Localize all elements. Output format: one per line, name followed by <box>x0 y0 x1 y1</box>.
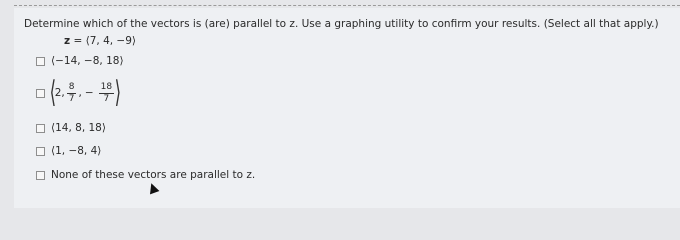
checkbox-option-1[interactable] <box>36 57 45 66</box>
option-2-prefix: 2, <box>54 87 65 99</box>
option-5[interactable] <box>36 169 255 181</box>
equals-sign: = <box>73 35 83 47</box>
checkbox-option-2[interactable] <box>36 89 45 98</box>
option-1-label: ⟨−14, −8, 18⟩ <box>51 55 124 67</box>
option-1[interactable] <box>36 55 124 67</box>
option-3[interactable] <box>36 122 106 134</box>
option-4-label: ⟨1, −8, 4⟩ <box>51 145 102 157</box>
option-4[interactable] <box>36 145 101 157</box>
checkbox-option-3[interactable] <box>36 124 45 133</box>
option-5-label: None of these vectors are parallel to z. <box>51 169 256 181</box>
vector-components: ⟨7, 4, −9⟩ <box>85 35 137 47</box>
left-angle-bracket: ⟨ <box>49 75 57 110</box>
question-text: Determine which of the vectors is (are) parallel to z. Use a graphing utility to confirm your results. (Select all that apply.) <box>24 18 659 30</box>
option-2-sep: , <box>78 87 82 99</box>
minus-sign: − <box>84 87 94 99</box>
right-angle-bracket: ⟩ <box>114 75 122 110</box>
vector-name: z <box>64 35 71 47</box>
option-2[interactable] <box>36 75 122 110</box>
question-panel <box>14 8 680 208</box>
checkbox-option-4[interactable] <box>36 147 45 156</box>
fraction-8-7: $\frac{8}{7}$ <box>68 81 75 104</box>
fraction-18-7: $\frac{18}{7}$ <box>100 81 113 104</box>
top-divider <box>14 5 680 6</box>
option-2-label <box>49 75 122 110</box>
option-3-label: ⟨14, 8, 18⟩ <box>51 122 106 134</box>
checkbox-option-5[interactable] <box>36 171 45 180</box>
vector-definition <box>64 35 136 47</box>
